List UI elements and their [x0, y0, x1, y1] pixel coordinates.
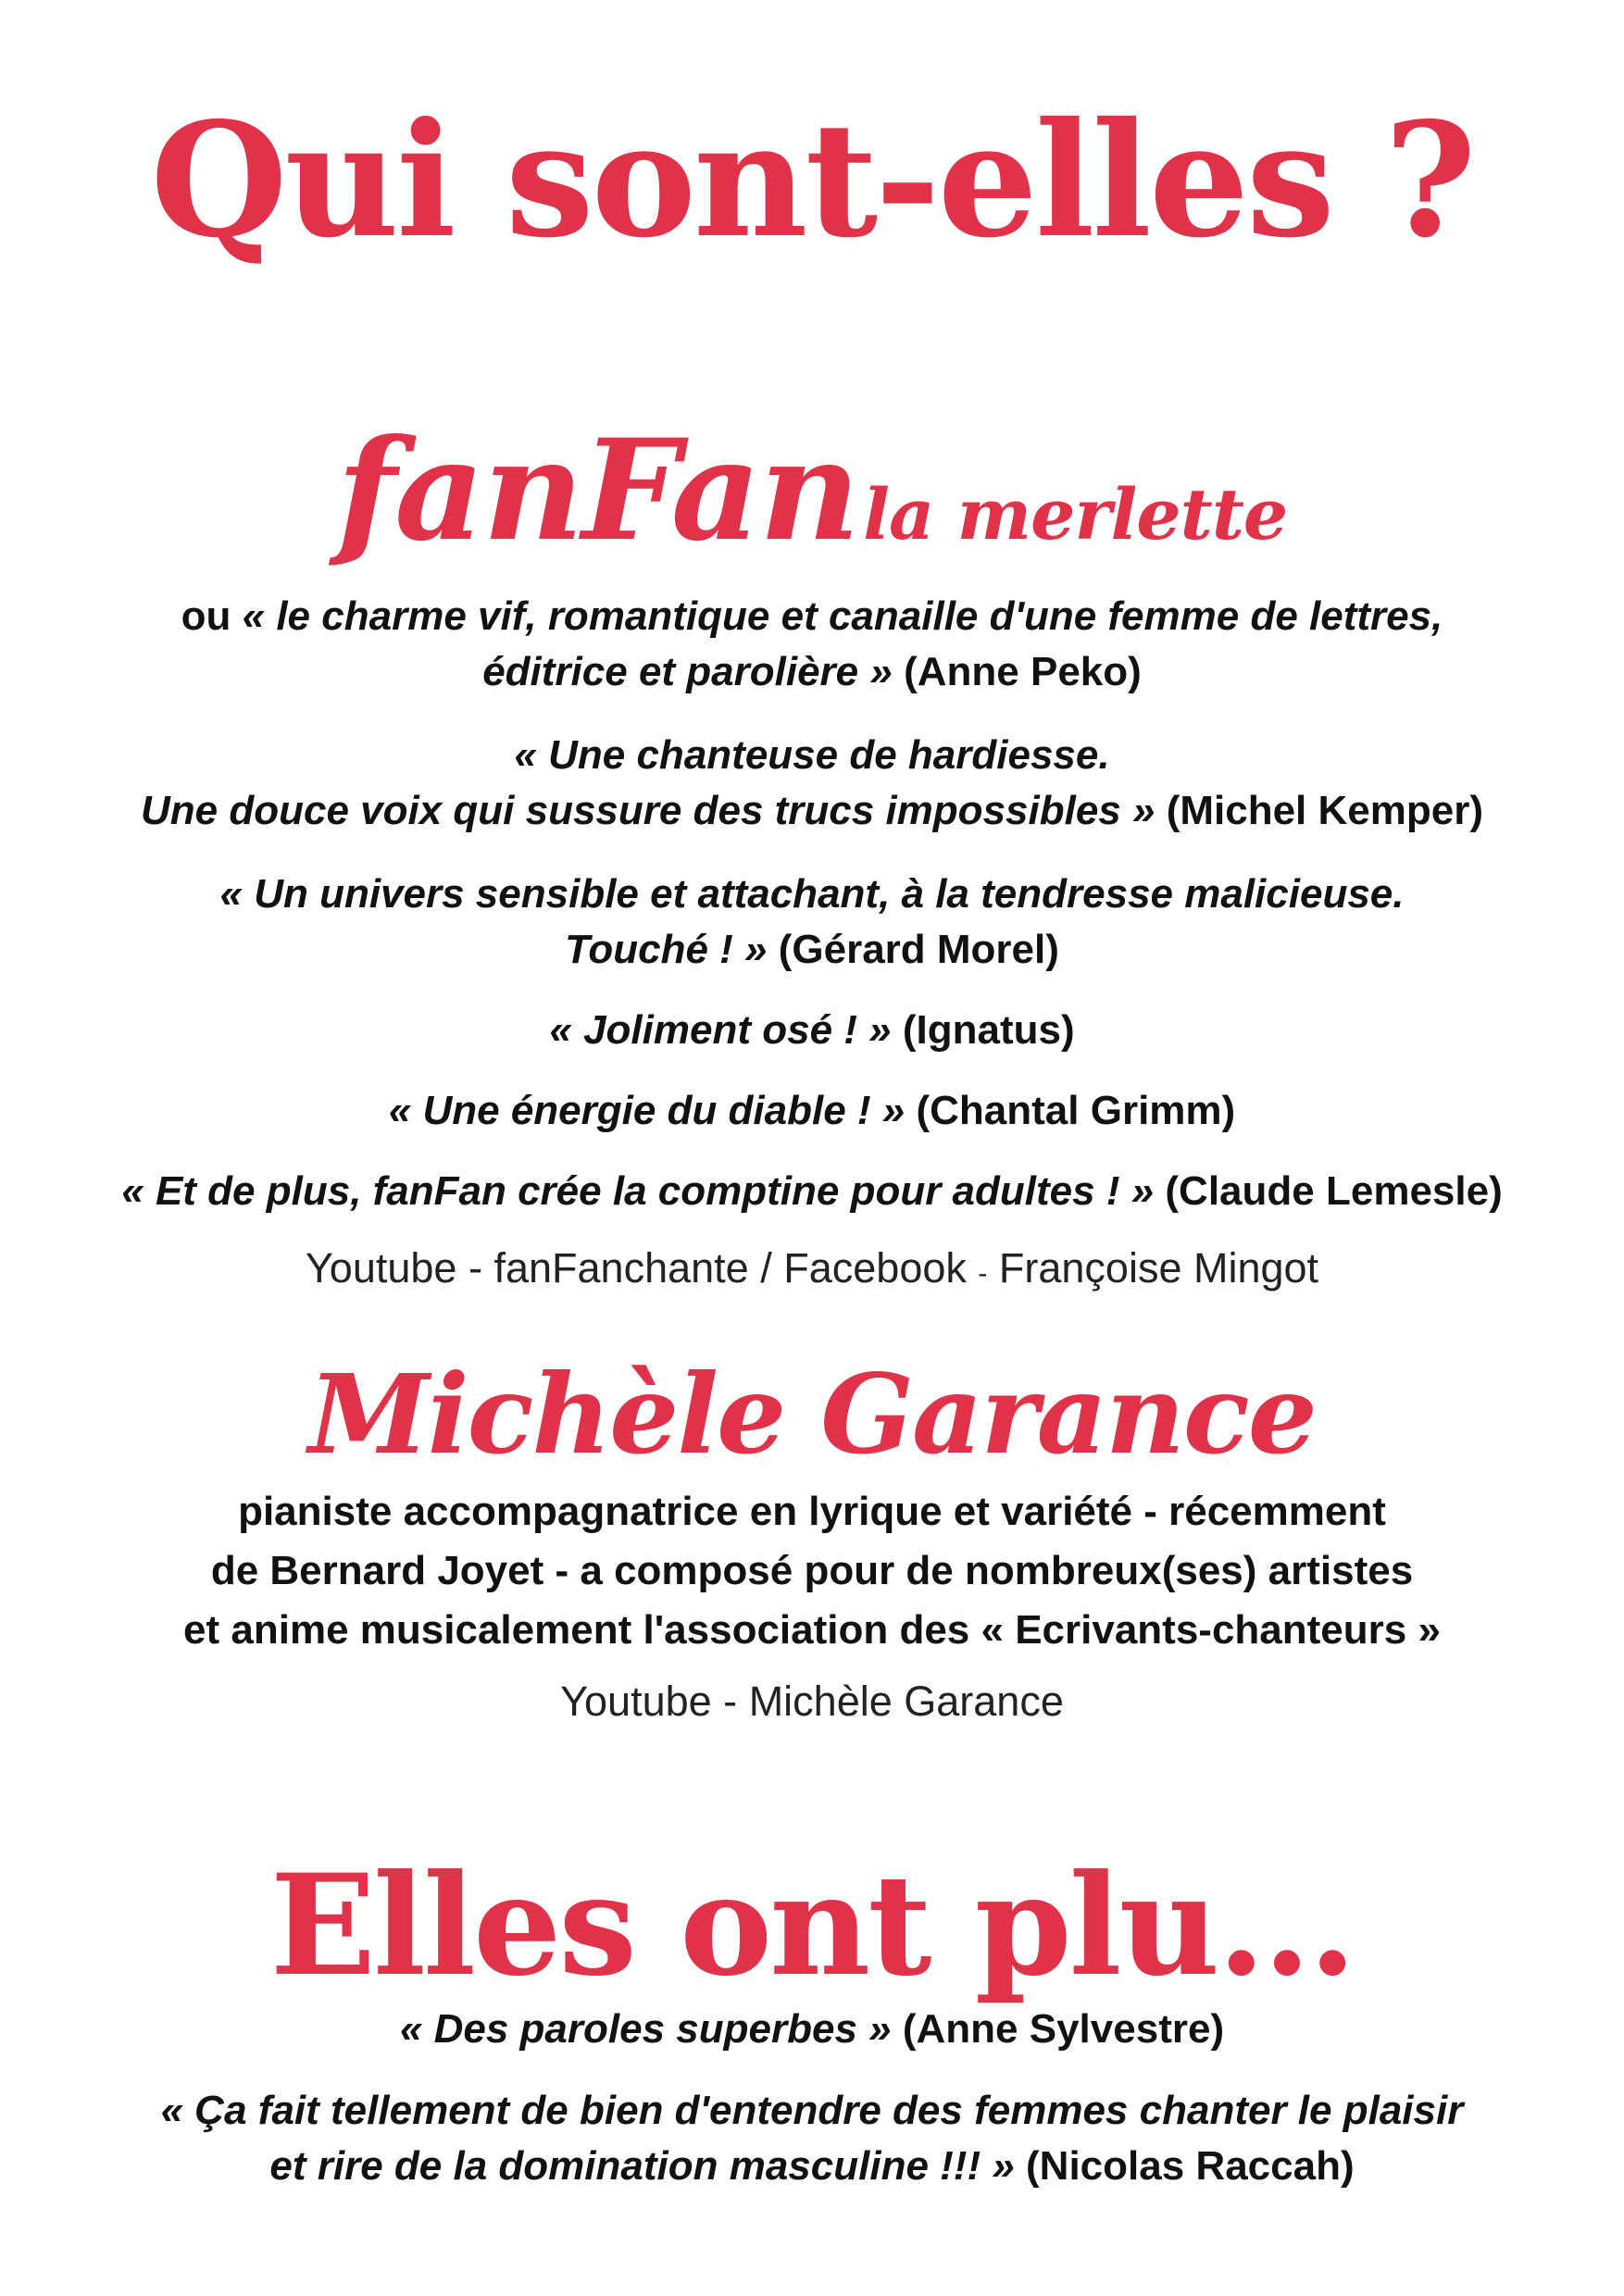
separator: - — [723, 1678, 738, 1725]
reviews-quote2-text2: et rire de la domination masculine !!! » — [269, 2143, 1015, 2189]
youtube-channel-link[interactable]: fanFanchante — [493, 1244, 749, 1292]
youtube-channel-link[interactable]: Michèle Garance — [748, 1678, 1064, 1725]
artist1-quote3-line2 — [0, 922, 1624, 978]
artist1-quote1-line2 — [0, 644, 1624, 700]
artist2-bio-line1: pianiste accompagnatrice en lyrique et variété - récemment — [238, 1489, 1386, 1534]
artist1-quote2-author: (Michel Kemper) — [1166, 788, 1483, 833]
artist1-quote1-line1 — [0, 589, 1624, 644]
youtube-label[interactable]: Youtube — [560, 1678, 712, 1725]
artist1-name: fanFan — [336, 409, 859, 572]
artist1-quote1-author: (Anne Peko) — [904, 649, 1142, 694]
artist1-quote4 — [0, 1003, 1624, 1058]
artist1-quote6 — [0, 1164, 1624, 1219]
artist1-quote1-text2: éditrice et parolière » — [482, 649, 893, 694]
reviews-quote2-line2 — [0, 2139, 1624, 2194]
reviews-quote2-author: (Nicolas Raccah) — [1026, 2143, 1355, 2189]
artist2-bio-line2: de Bernard Joyet - a composé pour de nombreux(ses) artistes — [210, 1548, 1414, 1593]
reviews-quote1-author: (Anne Sylvestre) — [902, 2006, 1225, 2052]
artist1-quote1-text1: « le charme vif, romantique et canaille d'une femme de lettres, — [242, 593, 1443, 639]
artist1-quote3-line1: « Un univers sensible et attachant, à la tendresse malicieuse. — [219, 871, 1405, 917]
artist1-quote3-author: (Gérard Morel) — [778, 927, 1059, 972]
reviews-quote1 — [0, 2002, 1624, 2057]
artist1-quote3-text2: Touché ! » — [565, 927, 768, 972]
artist1-quote5-text: « Une énergie du diable ! » — [388, 1088, 906, 1133]
artist1-heading — [0, 409, 1624, 574]
artist2-name: Michèle Garance — [308, 1350, 1316, 1479]
artist1-quote4-author: (Ignatus) — [902, 1007, 1075, 1053]
artist1-quote2-line2 — [0, 783, 1624, 839]
artist1-quote1-lead: ou — [181, 593, 231, 639]
artist2-bio-line3: et anime musicalement l'association des « Ecrivants-chanteurs » — [183, 1607, 1441, 1653]
artist1-quote5 — [0, 1083, 1624, 1139]
facebook-label[interactable]: Facebook — [783, 1244, 967, 1292]
page-title: Qui sont-elles ? — [150, 88, 1474, 273]
youtube-label[interactable]: Youtube — [305, 1244, 457, 1292]
reviews-quote2-line1: « Ça fait tellement de bien d'entendre des femmes chanter le plaisir — [160, 2088, 1464, 2133]
artist1-links — [0, 1241, 1624, 1302]
reviews-heading: Elles ont plu... — [269, 1844, 1355, 2007]
separator: - — [978, 1258, 988, 1289]
reviews-quote1-text: « Des paroles superbes » — [399, 2006, 892, 2052]
artist1-subtitle: la merlette — [863, 473, 1288, 555]
artist1-quote5-author: (Chantal Grimm) — [916, 1088, 1236, 1133]
artist1-quote4-text: « Joliment osé ! » — [549, 1007, 892, 1053]
facebook-page-link[interactable]: Françoise Mingot — [998, 1244, 1319, 1292]
artist1-quote6-text: « Et de plus, fanFan crée la comptine pour adultes ! » — [121, 1168, 1155, 1214]
artist1-quote2-text2: Une douce voix qui sussure des trucs impossibles » — [141, 788, 1156, 833]
artist2-links — [0, 1674, 1624, 1729]
artist1-quote6-author: (Claude Lemesle) — [1165, 1168, 1503, 1214]
separator: - — [468, 1244, 482, 1292]
artist1-quote2-line1: « Une chanteuse de hardiesse. — [514, 732, 1110, 778]
link-separator-slash: / — [760, 1244, 772, 1292]
